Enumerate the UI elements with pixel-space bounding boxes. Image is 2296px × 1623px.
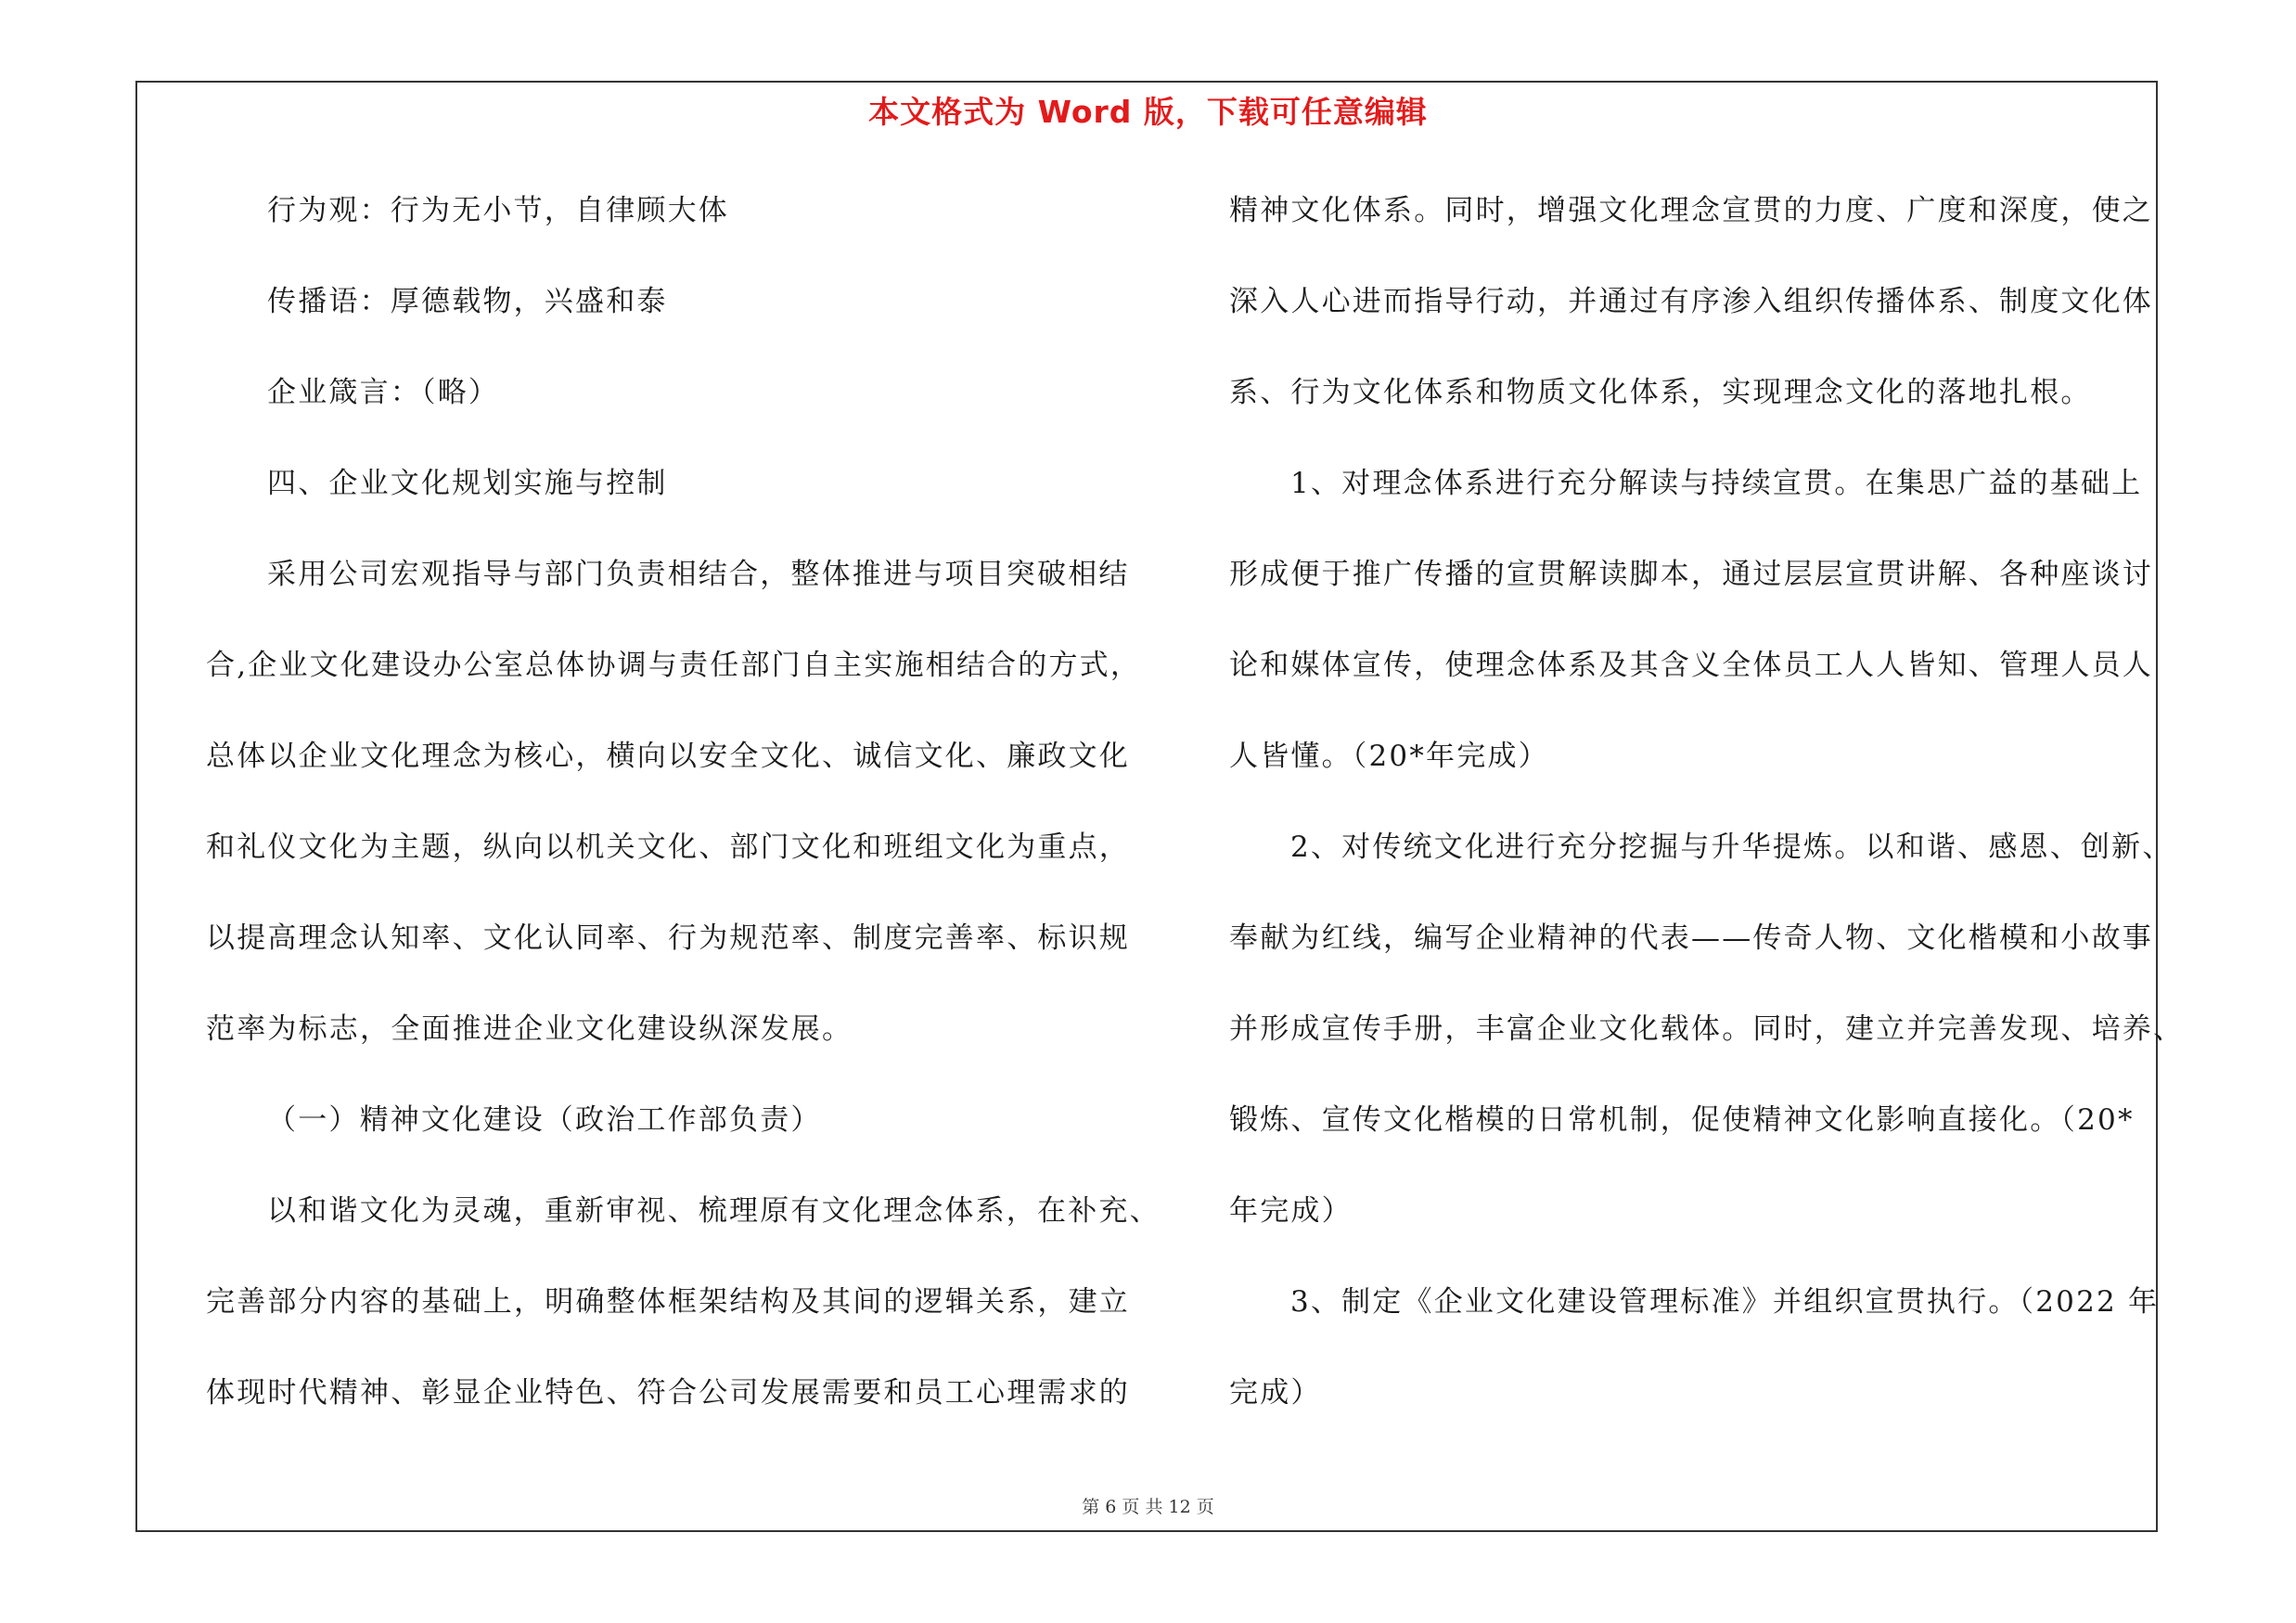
body-line: 传播语：厚德载物，兴盛和泰 (267, 285, 668, 318)
body-line: 行为观：行为无小节，自律顾大体 (267, 194, 729, 227)
body-line: 以提高理念认知率、文化认同率、行为规范率、制度完善率、标识规 (206, 921, 1130, 955)
right-column (1229, 186, 2185, 1459)
body-line: 体现时代精神、彰显企业特色、符合公司发展需要和员工心理需求的 (206, 1376, 1130, 1410)
body-line: 完成） (1229, 1376, 1322, 1410)
list-item-3: 3、制定《企业文化建设管理标准》并组织宣贯执行。（2022 年 (1290, 1285, 2160, 1319)
body-line: 论和媒体宣传，使理念体系及其含义全体员工人人皆知、管理人员人 (1229, 649, 2153, 682)
body-line: 人皆懂。（20*年完成） (1229, 740, 1549, 773)
section-heading: 四、企业文化规划实施与控制 (267, 467, 668, 500)
body-line: 精神文化体系。同时，增强文化理念宣贯的力度、广度和深度，使之 (1229, 194, 2153, 227)
body-line: 完善部分内容的基础上，明确整体框架结构及其间的逻辑关系，建立 (206, 1285, 1130, 1319)
list-item-1: 1、对理念体系进行充分解读与持续宣贯。在集思广益的基础上 (1290, 467, 2143, 500)
subsection-heading: （一）精神文化建设（政治工作部负责） (267, 1103, 822, 1137)
body-line: 和礼仪文化为主题，纵向以机关文化、部门文化和班组文化为重点， (206, 831, 1130, 864)
list-item-2: 2、对传统文化进行充分挖掘与升华提炼。以和谐、感恩、创新、 (1290, 831, 2174, 864)
body-line: 企业箴言：（略） (267, 376, 500, 409)
body-line: 合,企业文化建设办公室总体协调与责任部门自主实施相结合的方式， (206, 649, 1142, 682)
body-line: 深入人心进而指导行动，并通过有序渗入组织传播体系、制度文化体 (1229, 285, 2153, 318)
body-line: 总体以企业文化理念为核心，横向以安全文化、诚信文化、廉政文化 (206, 740, 1130, 773)
body-line: 范率为标志，全面推进企业文化建设纵深发展。 (206, 1012, 853, 1046)
left-column (206, 186, 1161, 1459)
body-line: 年完成） (1229, 1194, 1353, 1228)
body-line: 形成便于推广传播的宣贯解读脚本，通过层层宣贯讲解、各种座谈讨 (1229, 558, 2153, 591)
body-line: 系、行为文化体系和物质文化体系，实现理念文化的落地扎根。 (1229, 376, 2092, 409)
body-line: 以和谐文化为灵魂，重新审视、梳理原有文化理念体系，在补充、 (267, 1194, 1161, 1228)
body-line: 并形成宣传手册，丰富企业文化载体。同时，建立并完善发现、培养、 (1229, 1012, 2185, 1046)
body-line: 锻炼、宣传文化楷模的日常机制，促使精神文化影响直接化。（20* (1229, 1103, 2135, 1137)
body-line: 采用公司宏观指导与部门负责相结合，整体推进与项目突破相结 (267, 558, 1130, 591)
word-format-banner: 本文格式为 Word 版，下载可任意编辑 (868, 94, 1428, 130)
body-line: 奉献为红线，编写企业精神的代表——传奇人物、文化楷模和小故事 (1229, 921, 2153, 955)
page-number-footer: 第 6 页 共 12 页 (1082, 1497, 1214, 1517)
